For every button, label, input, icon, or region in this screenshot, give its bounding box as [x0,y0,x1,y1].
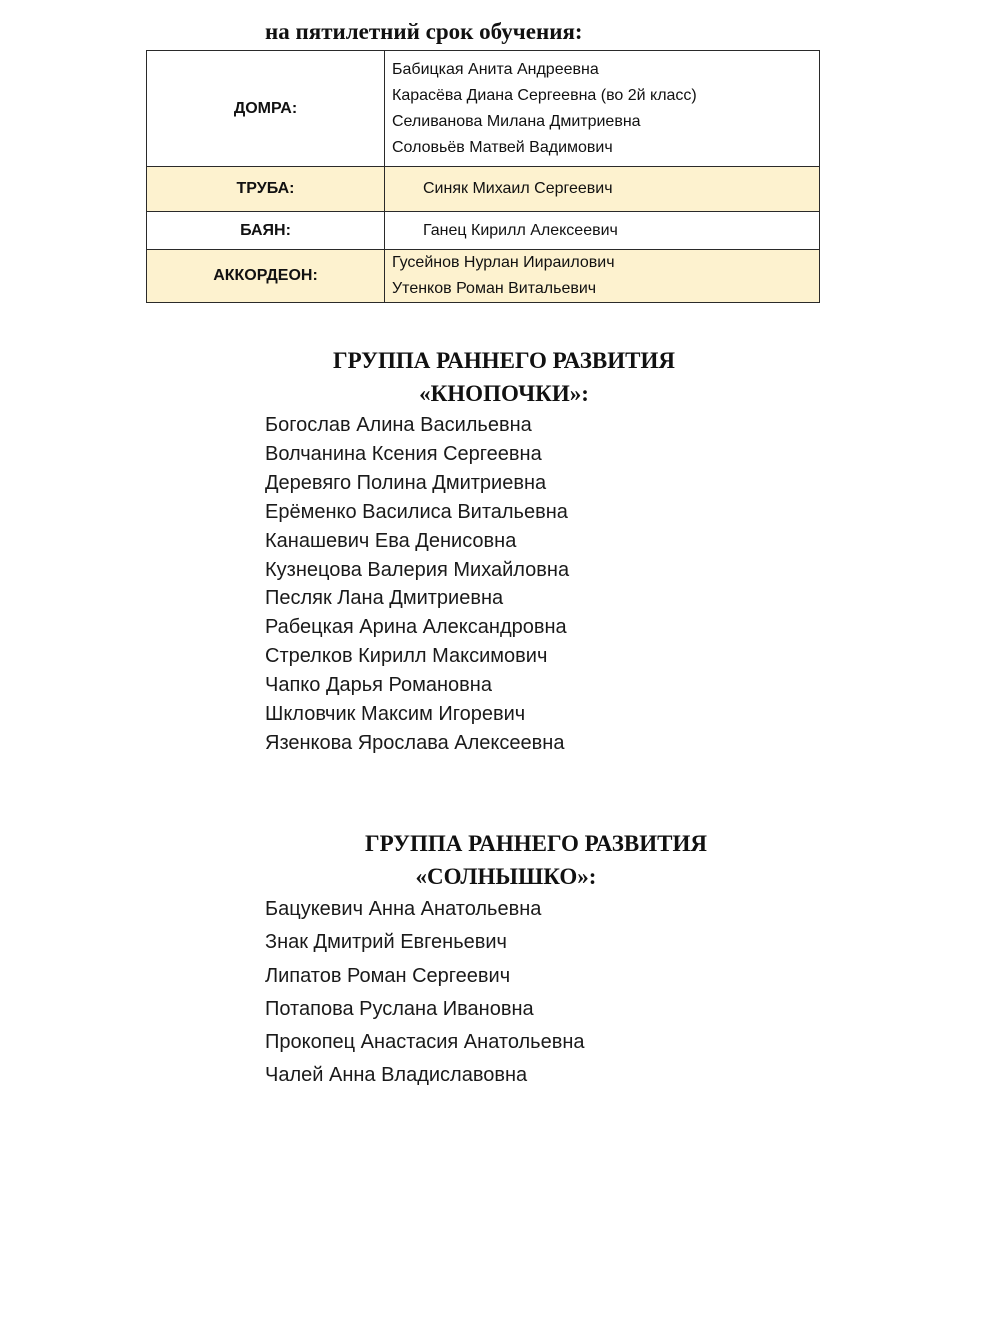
student-name: Селиванова Милана Дмитриевна [392,112,641,130]
table-row-truba [147,167,820,212]
list-item: Чапко Дарья Романовна [265,674,492,697]
list-item: Богослав Алина Васильевна [265,414,532,436]
student-name: Гусейнов Нурлан Иираилович [392,254,615,271]
list-item: Язенкова Ярослава Алексеевна [265,731,565,754]
list-item: Волчанина Ксения Сергеевна [265,442,542,465]
knopochki-member-list [265,411,569,758]
table-row-domra [147,51,820,167]
list-item: Песляк Лана Дмитриевна [265,587,504,610]
list-item: Кузнецова Валерия Михайловна [265,558,570,581]
five-year-term-heading: на пятилетний срок обучения: [265,19,583,44]
student-name: Бабицкая Анита Андреевна [392,60,599,78]
list-item: Прокопец Анастасия Анатольевна [265,1031,585,1054]
table-row-accordion [147,250,820,303]
names-cell-domra [385,51,820,167]
instrument-roster-table [146,50,820,303]
solnyshko-member-list [265,893,585,1093]
list-item: Шкловчик Максим Игоревич [265,703,526,726]
student-name: Утенков Роман Витальевич [392,280,597,297]
list-item: Знак Дмитрий Евгеньевич [265,931,507,954]
instrument-label-bayan: БАЯН: [147,212,385,250]
knopochki-group-title [304,348,704,407]
knopochki-title-line1: ГРУППА РАННЕГО РАЗВИТИЯ [332,348,676,373]
student-name: Карасёва Диана Сергеевна (во 2й класс) [392,86,697,104]
list-item: Стрелков Кирилл Максимович [265,645,548,668]
instrument-label-domra: ДОМРА: [147,51,385,167]
list-item: Ерёменко Василиса Витальевна [265,500,568,523]
names-cell-bayan [385,212,820,250]
student-name: Синяк Михаил Сергеевич [423,180,613,197]
list-item: Рабецкая Арина Александровна [265,616,567,639]
instrument-label-accordion: АККОРДЕОН: [147,250,385,303]
list-item: Деревяго Полина Дмитриевна [265,471,547,494]
instrument-label-truba: ТРУБА: [147,167,385,212]
solnyshko-group-title [336,831,736,890]
list-item: Потапова Руслана Ивановна [265,997,534,1020]
solnyshko-title-line2: «СОЛНЫШКО»: [415,864,597,889]
knopochki-title-line2: «КНОПОЧКИ»: [419,381,589,406]
names-cell-accordion [385,250,820,303]
list-item: Бацукевич Анна Анатольевна [265,898,542,920]
list-item: Чалей Анна Владиславовна [265,1064,528,1087]
list-item: Канашевич Ева Денисовна [265,529,517,552]
table-row-bayan [147,212,820,250]
list-item: Липатов Роман Сергеевич [265,964,511,987]
student-name: Ганец Кирилл Алексеевич [423,221,618,239]
student-name: Соловьёв Матвей Вадимович [392,138,613,156]
solnyshko-title-line1: ГРУППА РАННЕГО РАЗВИТИЯ [364,831,708,856]
names-cell-truba [385,167,820,212]
